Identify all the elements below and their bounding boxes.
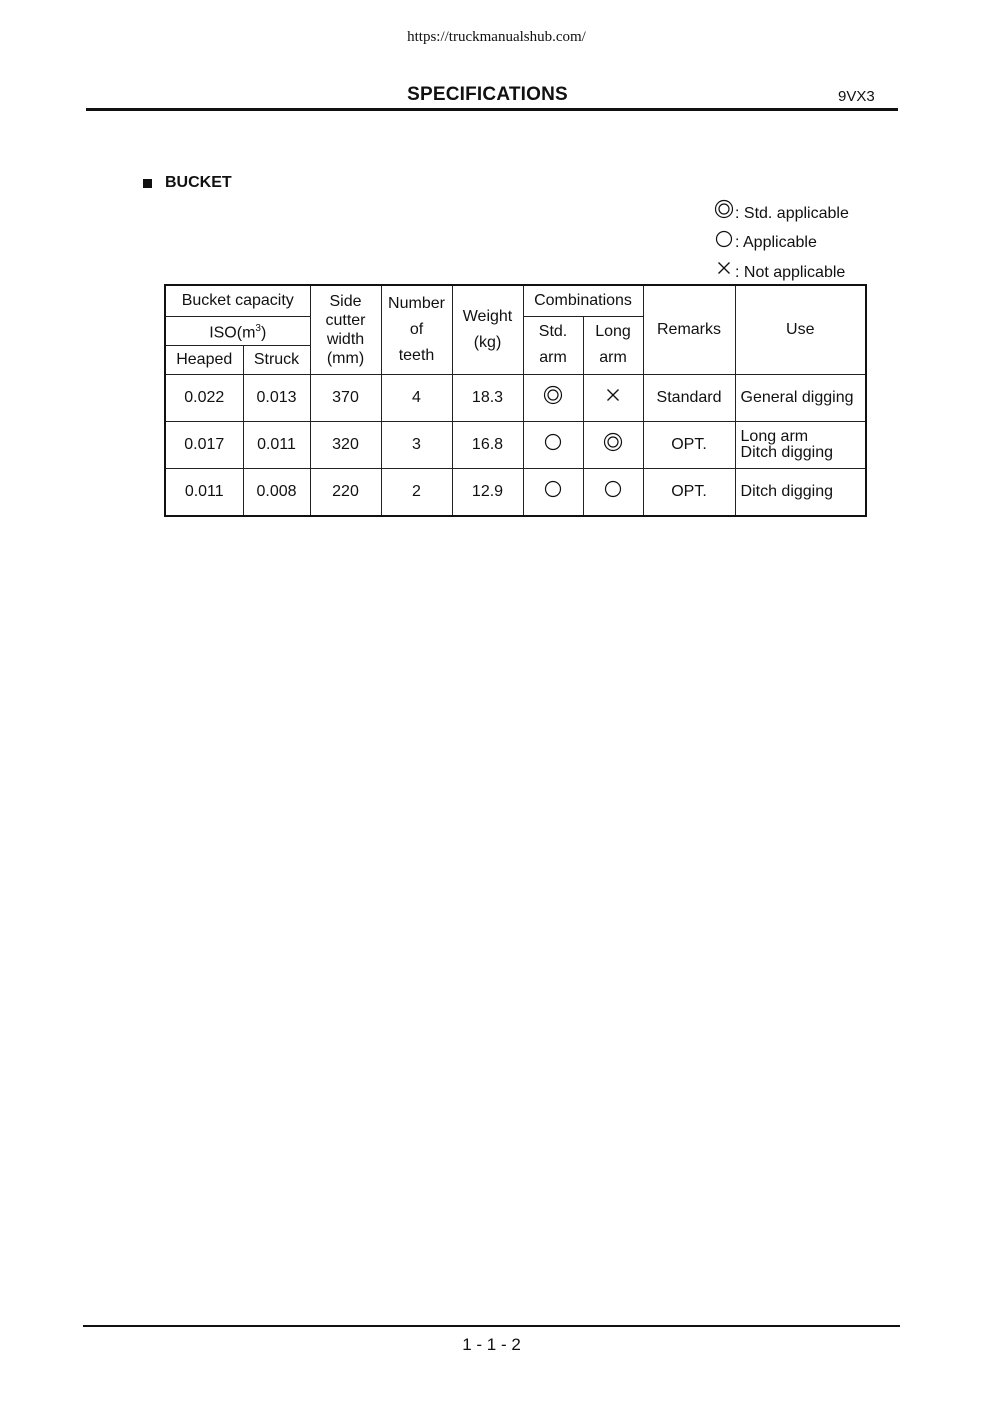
- cell-remarks: OPT.: [643, 468, 735, 516]
- cell-side-cutter: 220: [310, 468, 381, 516]
- cell-std-arm: [523, 374, 583, 421]
- double-circle-icon: [714, 199, 735, 229]
- cell-use: Long arm Ditch digging: [735, 421, 866, 468]
- header-iso: $ISO(m^3)$: [165, 316, 310, 345]
- cell-struck: 0.013: [243, 374, 310, 421]
- table-row: [165, 468, 866, 516]
- header-use: Use: [735, 285, 866, 374]
- legend-item: [714, 199, 849, 229]
- cell-weight: 18.3: [452, 374, 523, 421]
- header-rule: [86, 108, 898, 111]
- section-title: BUCKET: [165, 174, 232, 191]
- legend-text: : Std. applicable: [735, 204, 849, 222]
- cell-long-arm: [583, 421, 643, 468]
- square-bullet-icon: [143, 179, 152, 188]
- page-title: SPECIFICATIONS: [407, 84, 568, 105]
- footer-rule: [83, 1325, 900, 1327]
- header-heaped: Heaped: [165, 345, 243, 374]
- double-circle-icon: [543, 385, 563, 410]
- cell-heaped: 0.011: [165, 468, 243, 516]
- cell-side-cutter: 370: [310, 374, 381, 421]
- page-number: 1 - 1 - 2: [462, 1335, 521, 1354]
- cell-use: Ditch digging: [735, 468, 866, 516]
- cell-std-arm: [523, 421, 583, 468]
- cell-teeth: 2: [381, 468, 452, 516]
- header-side-cutter-width: Side cutter width (mm): [310, 285, 381, 374]
- header-struck: Struck: [243, 345, 310, 374]
- cell-weight: 12.9: [452, 468, 523, 516]
- cell-heaped: 0.017: [165, 421, 243, 468]
- model-code: 9VX3: [838, 88, 875, 105]
- header-std-arm: Std. arm: [523, 316, 583, 374]
- cell-struck: 0.011: [243, 421, 310, 468]
- legend-item: [714, 229, 849, 259]
- bucket-spec-table: [164, 284, 867, 517]
- legend-text: : Not applicable: [735, 263, 846, 281]
- cell-use: General digging: [735, 374, 866, 421]
- cell-teeth: 3: [381, 421, 452, 468]
- cross-icon: [603, 385, 623, 410]
- table-row: [165, 374, 866, 421]
- header-remarks: Remarks: [643, 285, 735, 374]
- legend-text: : Applicable: [735, 234, 817, 251]
- cell-struck: 0.008: [243, 468, 310, 516]
- header-long-arm: Long arm: [583, 316, 643, 374]
- circle-icon: [543, 432, 563, 457]
- header-number-of-teeth: Number of teeth: [381, 285, 452, 374]
- cell-long-arm: [583, 468, 643, 516]
- cell-std-arm: [523, 468, 583, 516]
- circle-icon: [543, 479, 563, 504]
- cell-heaped: 0.022: [165, 374, 243, 421]
- cell-remarks: OPT.: [643, 421, 735, 468]
- table-row: [165, 421, 866, 468]
- source-url[interactable]: https://truckmanualshub.com/: [407, 29, 586, 45]
- cell-teeth: 4: [381, 374, 452, 421]
- circle-icon: [714, 229, 735, 259]
- header-combinations: Combinations: [523, 285, 643, 316]
- double-circle-icon: [603, 432, 623, 457]
- header-weight: Weight (kg): [452, 285, 523, 374]
- cell-remarks: Standard: [643, 374, 735, 421]
- cell-side-cutter: 320: [310, 421, 381, 468]
- symbol-legend: [714, 199, 849, 288]
- cell-weight: 16.8: [452, 421, 523, 468]
- section-heading: [143, 174, 232, 192]
- circle-icon: [603, 479, 623, 504]
- header-bucket-capacity: Bucket capacity: [165, 285, 310, 316]
- cell-long-arm: [583, 374, 643, 421]
